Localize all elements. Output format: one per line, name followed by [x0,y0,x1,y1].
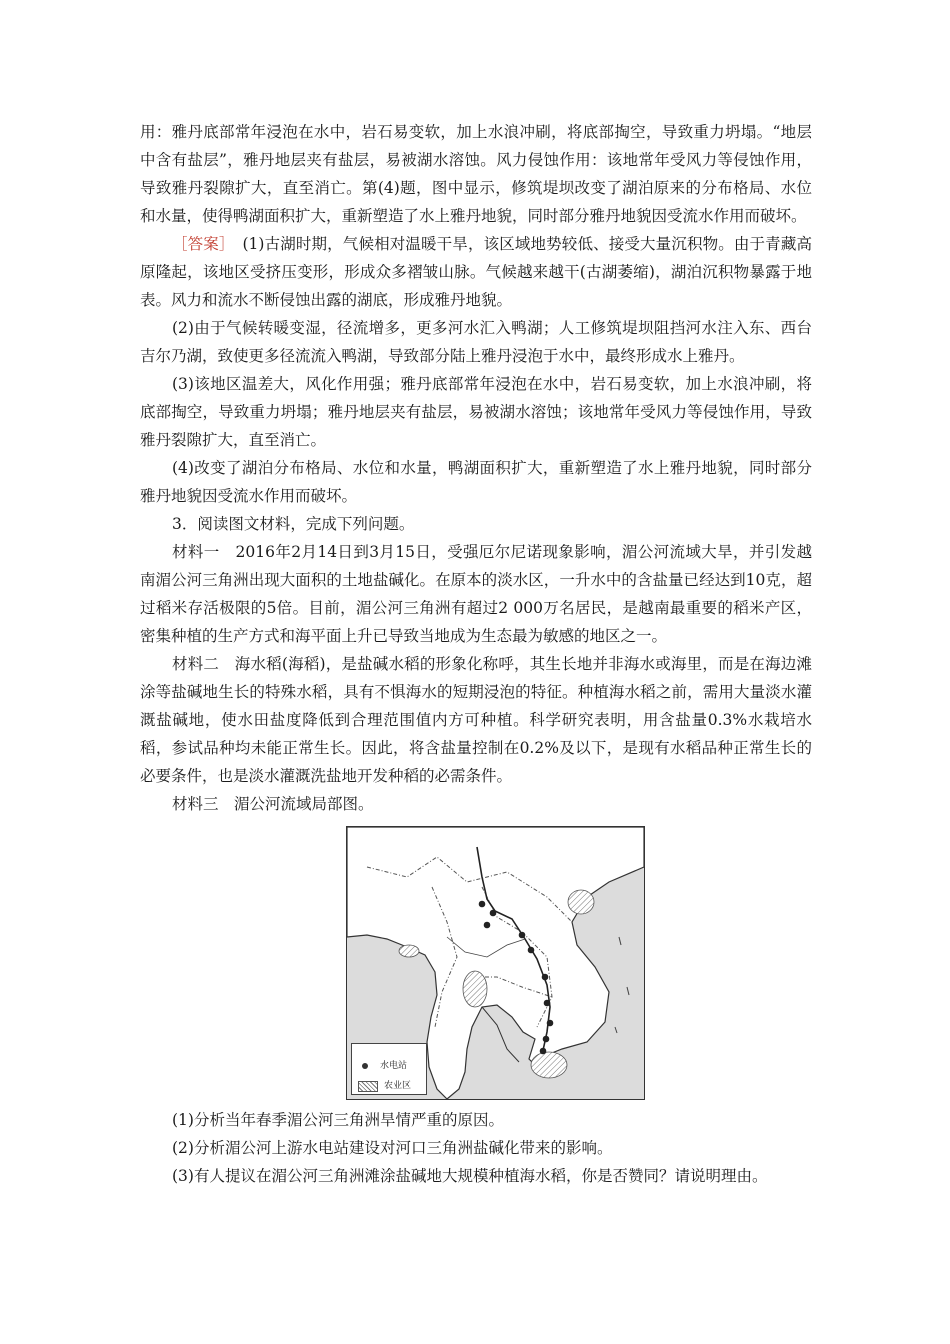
farmland-hatch-icon [358,1081,378,1092]
material-1: 材料一 2016年2月14日到3月15日，受强厄尔尼诺现象影响，湄公河流域大旱，并引发越南湄公河三角洲出现大面积的土地盐碱化。在原本的淡水区，一升水中的含盐量已经达到10克，超过稻米存活极限的5倍。目前，湄公河三角洲有超过2 000万名居民，是越南最重要的稻米产区，密集种植的生产方式和海平面上升已导致当地成为生态最为敏感的地区之一。 [140,543,812,645]
answer-paragraph-3: (3)该地区温差大，风化作用强；雅丹底部常年浸泡在水中，岩石易变软，加上水浪冲刷，将底部掏空，导致重力坍塌；雅丹地层夹有盐层，易被湖水溶蚀；该地常年受风力等侵蚀作用，导致雅丹裂隙扩大，直至消亡。 [140,375,812,449]
answer-paragraph-4: (4)改变了湖泊分布格局、水位和水量，鸭湖面积扩大，重新塑造了水上雅丹地貌，同时部分雅丹地貌因受流水作用而破坏。 [140,459,812,505]
map-legend [351,1043,427,1095]
material-2: 材料二 海水稻(海稻)，是盐碱水稻的形象化称呼，其生长地并非海水或海里，而是在海边滩涂等盐碱地生长的特殊水稻，具有不惧海水的短期浸泡的特征。种植海水稻之前，需用大量淡水灌溉盐碱地，使水田盐度降低到合理范围值内方可种植。科学研究表明，用含盐量0.3%水栽培水稻，参试品种均未能正常生长。因此，将含盐量控制在0.2%及以下，是现有水稻品种正常生长的必要条件，也是淡水灌溉洗盐地开发种稻的必需条件。 [140,655,812,785]
explanation-paragraph: 用：雅丹底部常年浸泡在水中，岩石易变软，加上水浪冲刷，将底部掏空，导致重力坍塌。“地层中含有盐层”，雅丹地层夹有盐层，易被湖水溶蚀。风力侵蚀作用：该地常年受风力等侵蚀作用，导致雅丹裂隙扩大，直至消亡。第(4)题，图中显示，修筑堤坝改变了湖泊原来的分布格局、水位和水量，使得鸭湖面积扩大，重新塑造了水上雅丹地貌，同时部分雅丹地貌因受流水作用而破坏。 [140,123,812,225]
answer-paragraph-1 [140,230,812,314]
hydropower-station [547,1020,554,1027]
hydropower-station [543,1036,550,1043]
hydropower-station [490,910,497,917]
farmland-area [399,945,419,957]
hydropower-station [519,932,526,939]
legend-hydropower-label: 水电站 [380,1061,408,1071]
hydropower-station [540,1048,547,1055]
document-body [140,118,812,1190]
question-item: (3)有人提议在湄公河三角洲滩涂盐碱地大规模种植海水稻，你是否赞同？请说明理由。 [172,1167,768,1185]
mekong-basin-map [346,826,645,1100]
answer-1-text: (1)古湖时期，气候相对温暖干旱，该区域地势较低、接受大量沉积物。由于青藏高原隆起，该地区受挤压变形，形成众多褶皱山脉。气候越来越干(古湖萎缩)，湖泊沉积物暴露于地表。风力和流水不断侵蚀出露的湖底，形成雅丹地貌。 [140,235,812,309]
legend-farmland [358,1072,411,1100]
hydropower-station [484,922,491,929]
farmland-area [568,890,594,914]
question-list [140,1106,812,1190]
hydropower-station [544,1000,551,1007]
hydropower-dot-icon [362,1063,368,1069]
hydropower-station [479,901,486,908]
question-item: (2)分析湄公河上游水电站建设对河口三角洲盐碱化带来的影响。 [172,1139,613,1157]
hydropower-station [542,974,549,981]
farmland-area [531,1052,567,1078]
question-3-intro: 3．阅读图文材料，完成下列问题。 [172,515,415,533]
material-3: 材料三 湄公河流域局部图。 [172,795,374,813]
question-item: (1)分析当年春季湄公河三角洲旱情严重的原因。 [172,1111,504,1129]
hydropower-station [528,947,535,954]
answer-tag: ［答案］ [172,235,227,253]
legend-farmland-label: 农业区 [384,1081,412,1091]
farmland-area [463,971,487,1007]
answer-paragraph-2: (2)由于气候转暖变湿，径流增多，更多河水汇入鸭湖；人工修筑堤坝阻挡河水注入东、西台吉尔乃湖，致使更多径流流入鸭湖，导致部分陆上雅丹浸泡于水中，最终形成水上雅丹。 [140,319,812,365]
